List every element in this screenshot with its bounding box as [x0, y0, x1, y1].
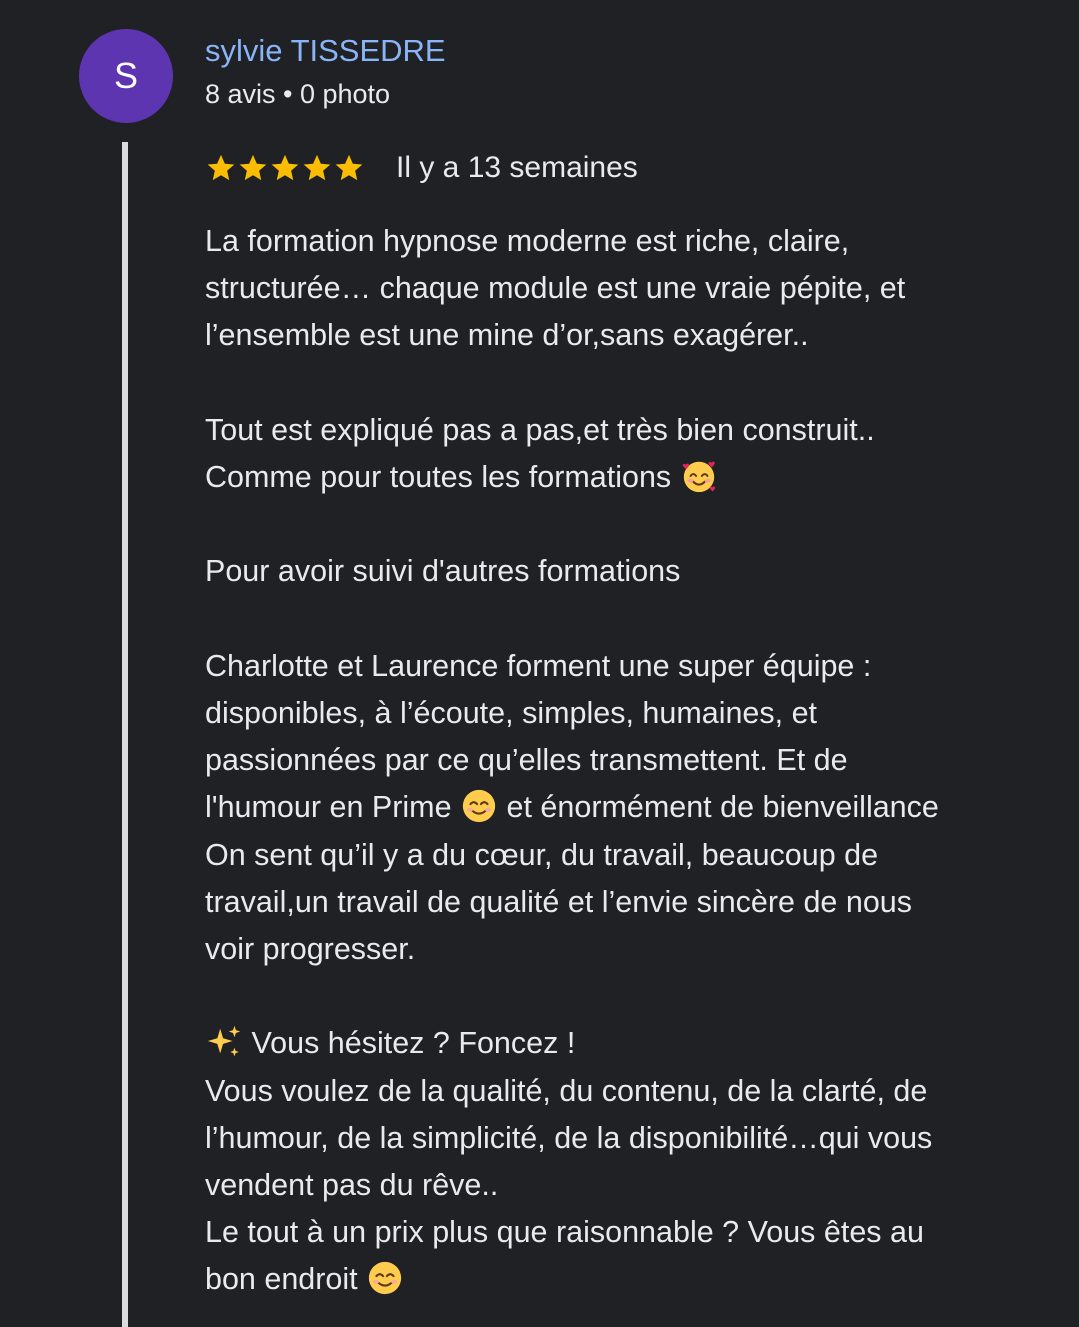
- review-line-text: et énormément de bienveillance: [506, 790, 939, 825]
- smiling-face-icon: [366, 1259, 404, 1297]
- star-icon: [205, 152, 237, 184]
- review-line: La formation hypnose moderne est riche, claire,: [205, 224, 850, 258]
- review-line: l’ensemble est une mine d’or,sans exagérer..: [205, 318, 809, 353]
- review-line: voir progresser.: [205, 932, 416, 966]
- star-icon: [237, 152, 269, 184]
- review-line: [205, 1256, 1055, 1303]
- review-paragraph: [205, 548, 1055, 595]
- review-date: Il y a 13 semaines: [396, 151, 638, 184]
- avatar[interactable]: [79, 29, 173, 123]
- smiling-face-icon: [460, 787, 498, 825]
- thread-divider: [122, 142, 128, 1327]
- review-line-text: l'humour en Prime: [205, 790, 452, 825]
- review-line: Charlotte et Laurence forment une super équipe :: [205, 648, 872, 683]
- review-line: Tout est expliqué pas a pas,et très bien construit..: [205, 412, 875, 447]
- sparkles-icon: [205, 1023, 243, 1061]
- review-line: l’humour, de la simplicité, de la disponibilité…qui vous: [205, 1120, 933, 1155]
- star-rating: [205, 152, 365, 184]
- review-line: travail,un travail de qualité et l’envie sincère de nous: [205, 884, 912, 919]
- review-line-text: bon endroit: [205, 1262, 358, 1297]
- review-line: [205, 784, 1055, 831]
- review-line: On sent qu’il y a du cœur, du travail, beaucoup de: [205, 837, 879, 872]
- review-line-text: Vous hésitez ? Foncez !: [251, 1026, 576, 1061]
- author-meta: 8 avis • 0 photo: [205, 79, 391, 109]
- star-icon: [333, 152, 365, 184]
- star-icon: [269, 152, 301, 184]
- avatar-letter: S: [113, 55, 138, 96]
- rating-row: [205, 148, 638, 188]
- review-line: structurée… chaque module est une vraie pépite, et: [205, 271, 906, 306]
- review-line-text: Comme pour toutes les formations: [205, 460, 672, 494]
- review-paragraph: [205, 643, 1055, 973]
- star-icon: [301, 152, 333, 184]
- author-name[interactable]: sylvie TISSEDRE: [205, 33, 446, 68]
- smiling-face-with-hearts-icon: [680, 457, 718, 495]
- review-line: Pour avoir suivi d'autres formations: [205, 554, 681, 589]
- review-line: disponibles, à l’écoute, simples, humaines, et: [205, 695, 818, 730]
- review-paragraph: [205, 1020, 1055, 1303]
- review-line: passionnées par ce qu’elles transmettent. Et de: [205, 743, 848, 778]
- review-line: [205, 454, 1055, 501]
- review-paragraph: [205, 407, 1055, 501]
- review-text: [205, 218, 1055, 1304]
- review-line: vendent pas du rêve..: [205, 1168, 499, 1202]
- review-line: [205, 1020, 1055, 1067]
- review-line: Vous voulez de la qualité, du contenu, de la clarté, de: [205, 1073, 928, 1108]
- review-paragraph: [205, 218, 1055, 360]
- review-line: Le tout à un prix plus que raisonnable ? Vous êtes au: [205, 1215, 924, 1250]
